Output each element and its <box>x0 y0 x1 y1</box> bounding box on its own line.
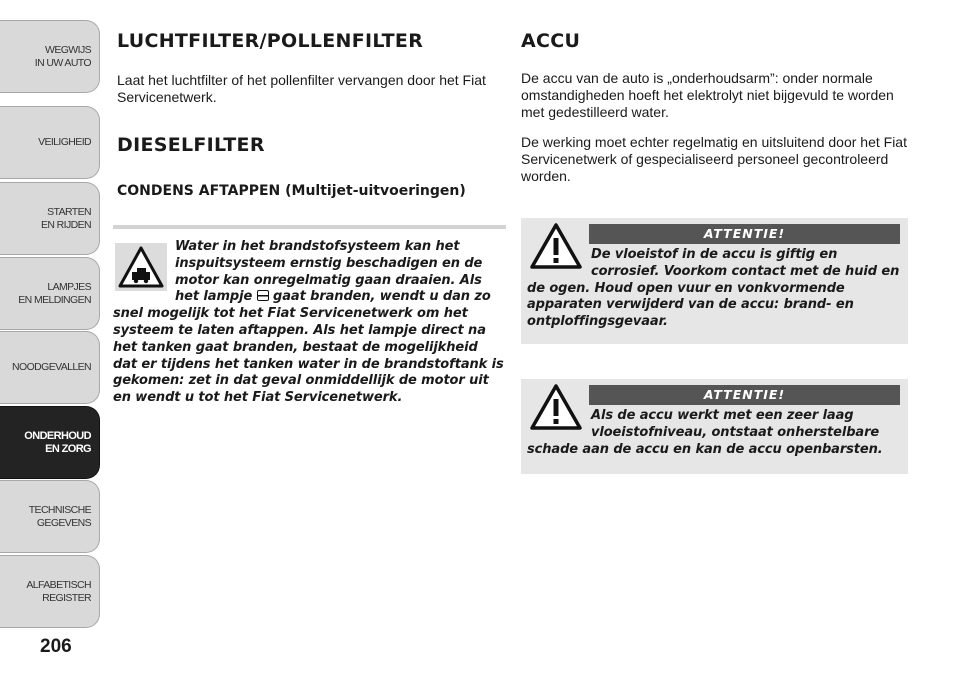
warning-triangle-icon <box>529 383 583 431</box>
title-luchtfilter: LUCHTFILTER/POLLENFILTER <box>117 30 424 52</box>
warning-triangle-icon <box>529 222 583 270</box>
attention-text-2: Als de accu werkt met een zeer laag vloeistofniveau, ontstaat onherstelbare schade aan de accu en kan de accu openbarsten. <box>527 408 883 457</box>
tab-wegwijs[interactable]: WEGWIJS IN UW AUTO <box>0 20 100 93</box>
tab-technische[interactable]: TECHNISCHE GEGEVENS <box>0 480 100 553</box>
warning-box-diesel <box>113 225 506 407</box>
subtitle-condens: CONDENS AFTAPPEN (Multijet-uitvoeringen) <box>117 183 466 199</box>
title-accu: ACCU <box>521 30 581 52</box>
tab-starten[interactable]: STARTEN EN RIJDEN <box>0 182 100 255</box>
tab-onderhoud[interactable]: ONDERHOUD EN ZORG <box>0 406 100 479</box>
title-dieselfilter: DIESELFILTER <box>117 134 265 156</box>
attention-box-2 <box>521 379 908 474</box>
tab-noodgevallen[interactable]: NOODGEVALLEN <box>0 331 100 404</box>
tab-alfabetisch[interactable]: ALFABETISCH REGISTER <box>0 555 100 628</box>
attention-label-1: ATTENTIE! <box>589 224 900 244</box>
para-luchtfilter: Laat het luchtfilter of het pollenfilter vervangen door het Fiat Servicenetwerk. <box>117 72 486 105</box>
tab-veiligheid[interactable]: VEILIGHEID <box>0 106 100 179</box>
page-number: 206 <box>40 636 72 657</box>
fuel-warning-triangle-icon <box>115 243 167 291</box>
para-accu-2: De werking moet echter regelmatig en uitsluitend door het Fiat Servicenetwerk of gespecialiseerd personeel gecontroleerd worden. <box>521 134 907 184</box>
water-in-fuel-lamp-icon <box>257 290 269 301</box>
para-accu-1: De accu van de auto is „onderhoudsarm”: onder normale omstandigheden hoeft het elektrolyt niet bijgevuld te worden met gedestilleerd water. <box>521 70 894 120</box>
attention-box-1 <box>521 218 908 344</box>
tab-lampjes[interactable]: LAMPJES EN MELDINGEN <box>0 257 100 330</box>
attention-text-1: De vloeistof in de accu is giftig en corrosief. Voorkom contact met de huid en de ogen. Houd open vuur en vonkvormende apparaten verwijderd van de accu: brand- en ontploffingsgevaar. <box>527 247 900 330</box>
warning-text-diesel: Water in het brandstofsysteem kan het inspuitsysteem ernstig beschadigen en de motor kan onregelmatig gaan draaien. Als het lampje gaat branden, wendt u dan zo snel mogelijk tot het Fiat Servicenetwerk om het systeem te laten aftappen. Als het lampje direct na het tanken gaat branden, bestaat de mogelijkheid dat er tijdens het tanken water in de brandstoftank is gekomen: zet in dat geval onmiddellijk de motor uit en wendt u tot het Fiat Servicenetwerk. <box>113 239 504 406</box>
attention-label-2: ATTENTIE! <box>589 385 900 405</box>
